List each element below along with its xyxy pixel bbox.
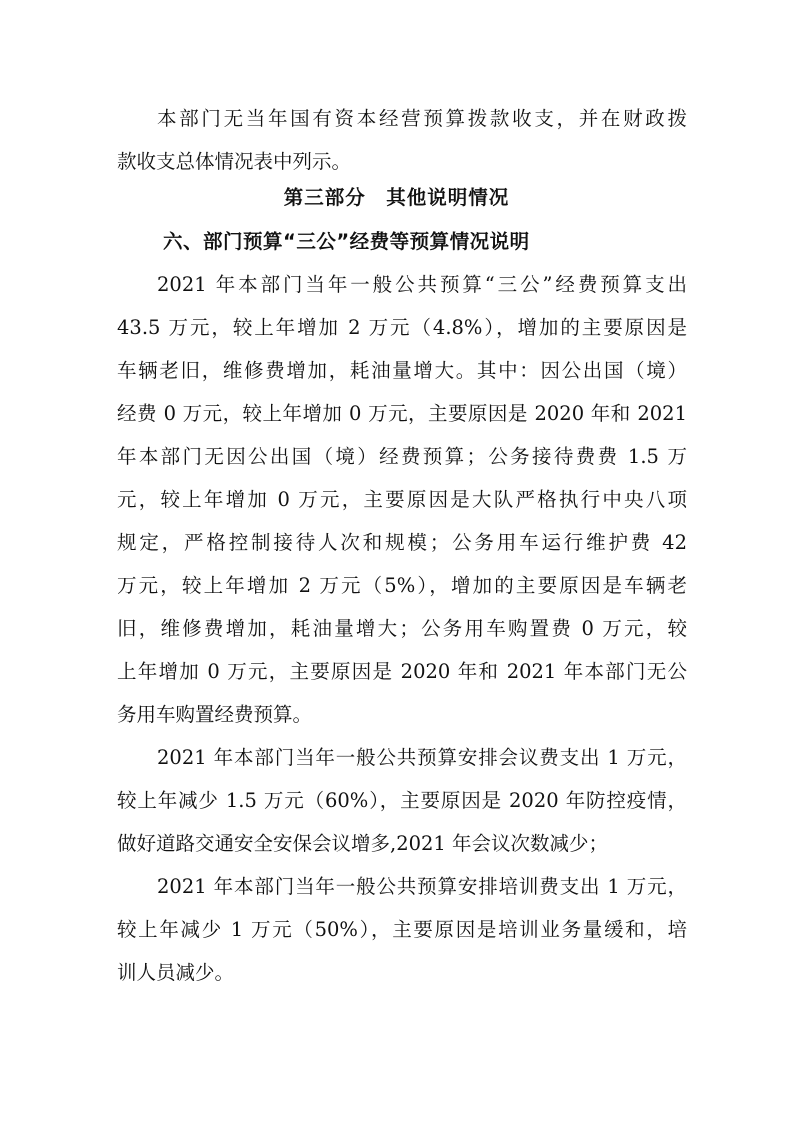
section-title: 第三部分 其他说明情况 bbox=[283, 186, 510, 209]
paragraph1-line-1: 2021 年本部门当年一般公共预算“三公”经费预算支出 bbox=[157, 273, 687, 296]
paragraph1-line-2: 43.5 万元，较上年增加 2 万元（4.8%），增加的主要原因是 bbox=[117, 316, 687, 339]
paragraph1-line-8: 万元，较上年增加 2 万元（5%），增加的主要原因是车辆老 bbox=[117, 574, 687, 597]
paragraph2-line-2: 较上年减少 1.5 万元（60%），主要原因是 2020 年防控疫情， bbox=[117, 789, 687, 812]
intro-line-2: 款收支总体情况表中列示。 bbox=[117, 150, 352, 173]
paragraph2-line-3: 做好道路交通安全安保会议增多,2021 年会议次数减少； bbox=[117, 832, 609, 855]
paragraph1-line-3: 车辆老旧，维修费增加，耗油量增大。其中：因公出国（境） bbox=[117, 359, 687, 382]
paragraph1-line-5: 年本部门无因公出国（境）经费预算；公务接待费费 1.5 万 bbox=[117, 445, 687, 468]
paragraph1-line-9: 旧，维修费增加，耗油量增大；公务用车购置费 0 万元，较 bbox=[117, 617, 687, 640]
paragraph1-line-7: 规定，严格控制接待人次和规模；公务用车运行维护费 42 bbox=[117, 531, 687, 554]
paragraph1-line-4: 经费 0 万元，较上年增加 0 万元，主要原因是 2020 年和 2021 bbox=[117, 402, 687, 425]
paragraph2-line-1: 2021 年本部门当年一般公共预算安排会议费支出 1 万元， bbox=[157, 746, 687, 769]
paragraph3-line-1: 2021 年本部门当年一般公共预算安排培训费支出 1 万元， bbox=[157, 875, 687, 898]
paragraph1-line-6: 元，较上年增加 0 万元，主要原因是大队严格执行中央八项 bbox=[117, 488, 687, 511]
intro-line-1: 本部门无当年国有资本经营预算拨款收支，并在财政拨 bbox=[157, 107, 687, 130]
paragraph1-line-10: 上年增加 0 万元，主要原因是 2020 年和 2021 年本部门无公 bbox=[117, 660, 687, 683]
paragraph1-line-11: 务用车购置经费预算。 bbox=[117, 703, 313, 726]
paragraph3-line-3: 训人员减少。 bbox=[117, 961, 235, 984]
paragraph3-line-2: 较上年减少 1 万元（50%），主要原因是培训业务量缓和，培 bbox=[117, 918, 687, 941]
subsection-heading: 六、部门预算“三公”经费等预算情况说明 bbox=[163, 230, 530, 253]
